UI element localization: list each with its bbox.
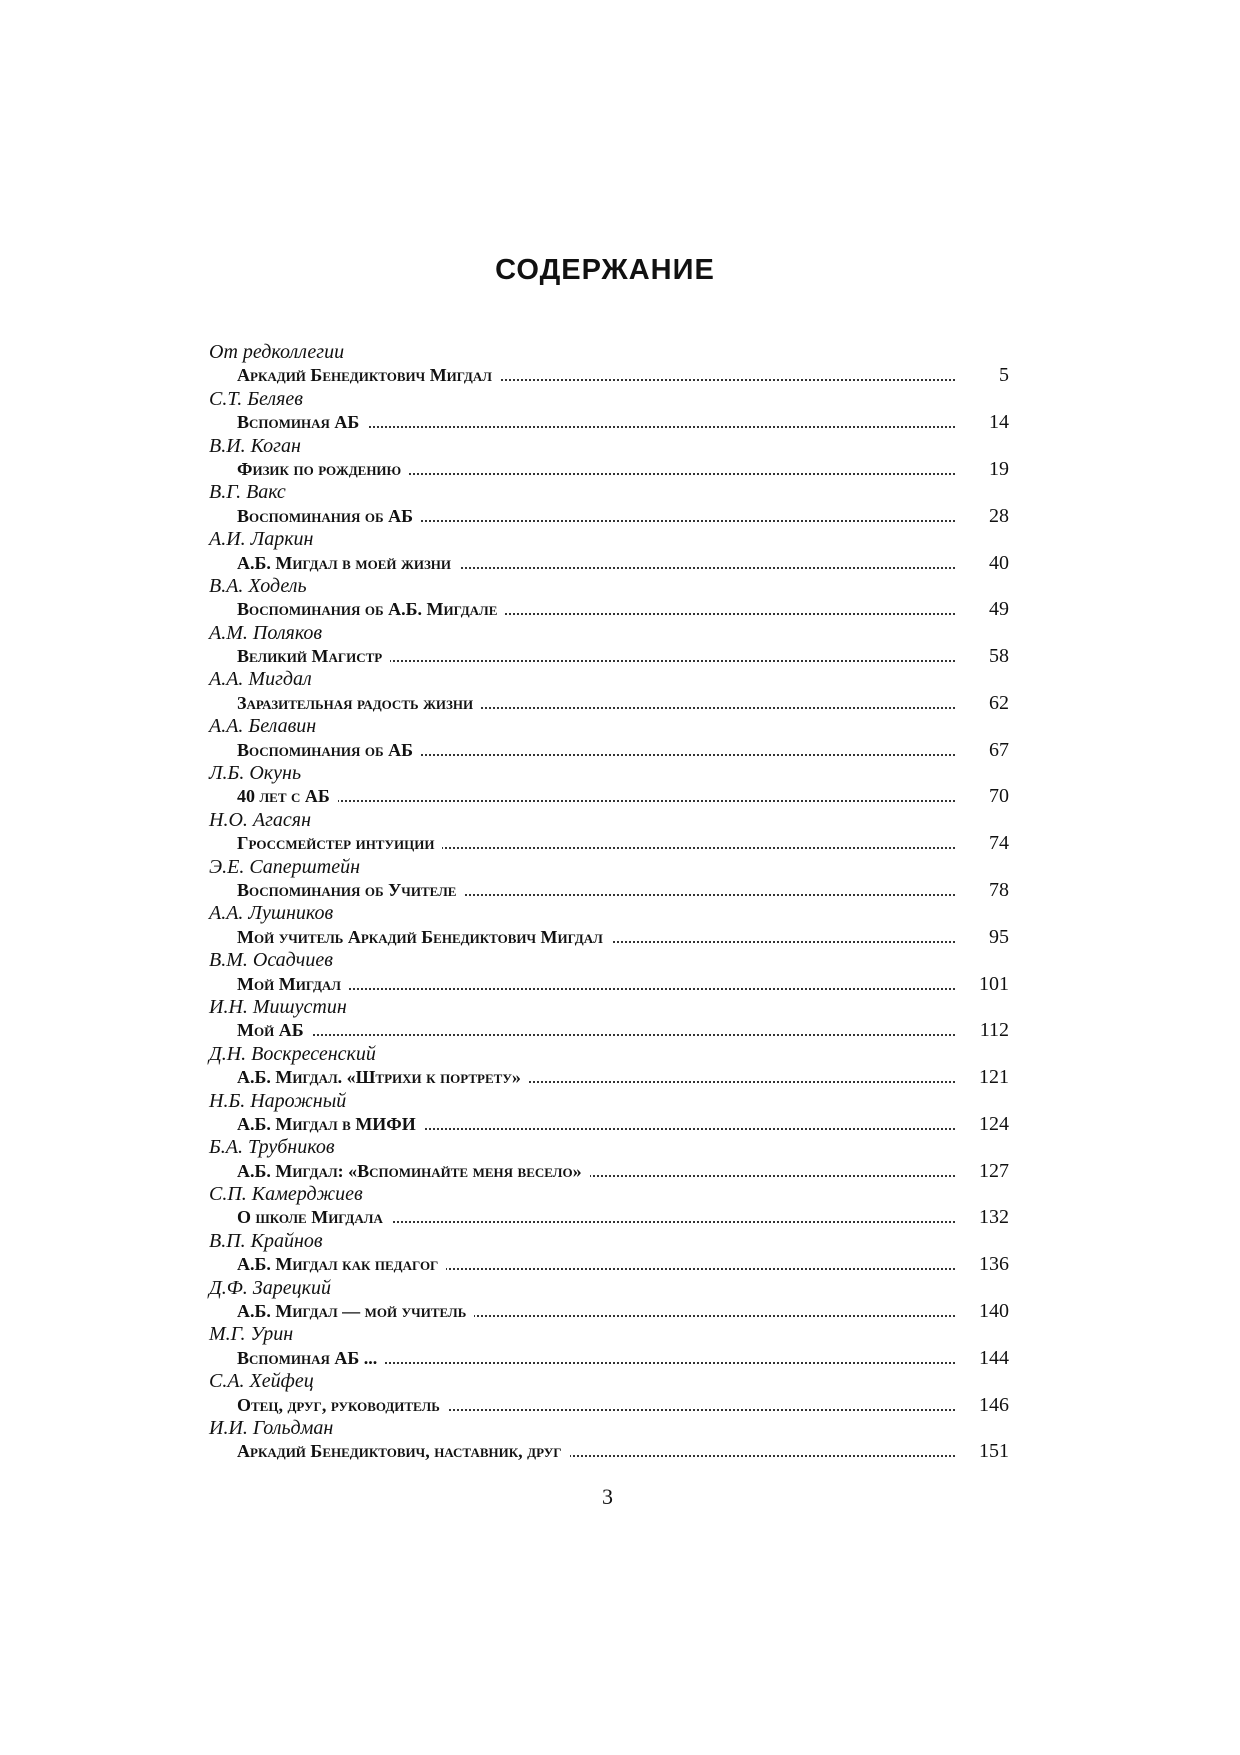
toc-line — [209, 1206, 1009, 1229]
toc-entry — [209, 762, 1009, 809]
toc-title: А.Б. Мигдал — мой учитель — [237, 1300, 474, 1323]
toc-line — [209, 832, 1009, 855]
toc-entry — [209, 1183, 1009, 1230]
toc-page-number: 140 — [979, 1300, 1009, 1323]
toc-page-number: 101 — [979, 972, 1009, 995]
toc-entry — [209, 528, 1009, 575]
toc-line — [209, 1019, 1009, 1042]
toc-entry — [209, 1323, 1009, 1370]
toc-page-number: 70 — [989, 785, 1009, 808]
toc-line — [209, 926, 1009, 949]
toc-author: М.Г. Урин — [209, 1323, 294, 1346]
toc-title: О школе Мигдала — [237, 1206, 391, 1229]
toc-line — [209, 411, 1009, 434]
toc-page-number: 136 — [979, 1253, 1009, 1276]
toc-line — [209, 1113, 1009, 1136]
table-of-contents — [209, 341, 1009, 1464]
toc-author: В.М. Осадчиев — [209, 949, 333, 972]
toc-author: Д.Ф. Зарецкий — [209, 1276, 331, 1299]
toc-line — [209, 692, 1009, 715]
toc-page-number: 40 — [989, 551, 1009, 574]
toc-author: В.Г. Вакс — [209, 481, 286, 504]
toc-line — [209, 364, 1009, 387]
toc-author: А.М. Поляков — [209, 621, 323, 644]
toc-entry — [209, 856, 1009, 903]
toc-title: Великий Магистр — [237, 645, 390, 668]
toc-entry — [209, 622, 1009, 669]
toc-title: Воспоминания об А.Б. Мигдале — [237, 598, 505, 621]
toc-title: Мой учитель Аркадий Бенедиктович Мигдал — [237, 926, 611, 949]
toc-entry — [209, 435, 1009, 482]
dot-leader — [269, 988, 955, 990]
toc-author: Л.Б. Окунь — [209, 762, 302, 785]
page-number: 3 — [602, 1484, 613, 1509]
toc-page-number: 124 — [979, 1112, 1009, 1135]
toc-entry — [209, 481, 1009, 528]
toc-title: А.Б. Мигдал в моей жизни — [237, 552, 459, 575]
toc-author: В.И. Коган — [209, 434, 301, 457]
toc-author: Д.Н. Воскресенский — [209, 1042, 376, 1065]
toc-page-number: 67 — [989, 738, 1009, 761]
toc-title: Вспоминая АБ ... — [237, 1347, 385, 1370]
toc-page-number: 14 — [989, 411, 1009, 434]
toc-title: Физик по рождению — [237, 458, 409, 481]
toc-entry — [209, 668, 1009, 715]
toc-entry — [209, 1136, 1009, 1183]
toc-author: А.А. Белавин — [209, 715, 317, 738]
toc-line — [209, 505, 1009, 528]
toc-line — [209, 879, 1009, 902]
toc-line — [209, 1394, 1009, 1417]
toc-line — [209, 1440, 1009, 1463]
toc-author: А.И. Ларкин — [209, 528, 314, 551]
toc-title: А.Б. Мигдал как педагог — [237, 1253, 446, 1276]
toc-page-number: 5 — [999, 364, 1009, 387]
toc-title: Вспоминая АБ — [237, 411, 367, 434]
toc-line — [209, 785, 1009, 808]
toc-title: Мой Мигдал — [237, 973, 349, 996]
toc-page-number: 74 — [989, 832, 1009, 855]
toc-title: Отец, друг, руководитель — [237, 1394, 448, 1417]
toc-line — [209, 645, 1009, 668]
toc-entry — [209, 1230, 1009, 1277]
toc-entry — [209, 996, 1009, 1043]
toc-author: И.Н. Мишустин — [209, 995, 347, 1018]
toc-page-number: 58 — [989, 645, 1009, 668]
toc-line — [209, 458, 1009, 481]
toc-page-number: 19 — [989, 457, 1009, 480]
toc-author: С.А. Хейфец — [209, 1370, 314, 1393]
toc-title: Воспоминания об Учителе — [237, 879, 464, 902]
toc-line — [209, 552, 1009, 575]
toc-page-number: 132 — [979, 1206, 1009, 1229]
toc-page-number: 151 — [979, 1440, 1009, 1463]
toc-page-number: 78 — [989, 878, 1009, 901]
toc-title: Мой АБ — [237, 1019, 312, 1042]
toc-entry — [209, 715, 1009, 762]
toc-author: А.А. Мигдал — [209, 668, 312, 691]
toc-line — [209, 598, 1009, 621]
toc-entry — [209, 949, 1009, 996]
toc-page-number: 127 — [979, 1159, 1009, 1182]
toc-author: В.П. Крайнов — [209, 1229, 323, 1252]
toc-title: Заразительная радость жизни — [237, 692, 481, 715]
toc-page-number: 28 — [989, 504, 1009, 527]
dot-leader — [269, 1034, 955, 1036]
page-title: СОДЕРЖАНИЕ — [495, 254, 715, 286]
toc-title: А.Б. Мигдал: «Вспоминайте меня весело» — [237, 1160, 590, 1183]
toc-line — [209, 1300, 1009, 1323]
toc-author: С.П. Камерджиев — [209, 1183, 363, 1206]
toc-page-number: 49 — [989, 598, 1009, 621]
toc-author: И.И. Гольдман — [209, 1416, 334, 1439]
toc-title: Воспоминания об АБ — [237, 739, 421, 762]
toc-page-number: 62 — [989, 691, 1009, 714]
toc-entry — [209, 1417, 1009, 1464]
toc-line — [209, 973, 1009, 996]
toc-entry — [209, 1370, 1009, 1417]
toc-author: А.А. Лушников — [209, 902, 334, 925]
toc-entry — [209, 341, 1009, 388]
toc-entry — [209, 1043, 1009, 1090]
toc-title: Воспоминания об АБ — [237, 505, 421, 528]
toc-page-number: 146 — [979, 1393, 1009, 1416]
toc-title: Гроссмейстер интуиции — [237, 832, 442, 855]
toc-page-number: 112 — [979, 1019, 1009, 1042]
toc-title: 40 лет с АБ — [237, 785, 338, 808]
toc-author: Н.Б. Нарожный — [209, 1089, 347, 1112]
toc-author: Н.О. Агасян — [209, 808, 312, 831]
toc-title: Аркадий Бенедиктович, наставник, друг — [237, 1440, 570, 1463]
toc-title: А.Б. Мигдал в МИФИ — [237, 1113, 424, 1136]
toc-title: А.Б. Мигдал. «Штрихи к портрету» — [237, 1066, 529, 1089]
toc-entry — [209, 575, 1009, 622]
toc-line — [209, 1253, 1009, 1276]
toc-entry — [209, 1277, 1009, 1324]
toc-line — [209, 1066, 1009, 1089]
toc-entry — [209, 1090, 1009, 1137]
toc-line — [209, 739, 1009, 762]
toc-page-number: 121 — [979, 1066, 1009, 1089]
toc-entry — [209, 902, 1009, 949]
toc-page-number: 144 — [979, 1346, 1009, 1369]
toc-line — [209, 1160, 1009, 1183]
toc-page-number: 95 — [989, 925, 1009, 948]
toc-line — [209, 1347, 1009, 1370]
toc-author: С.Т. Беляев — [209, 387, 303, 410]
toc-entry — [209, 388, 1009, 435]
dot-leader — [269, 426, 955, 428]
toc-author: В.А. Ходель — [209, 574, 307, 597]
dot-leader — [269, 800, 955, 802]
toc-entry — [209, 809, 1009, 856]
toc-author: Э.Е. Саперштейн — [209, 855, 361, 878]
toc-author: От редколлегии — [209, 341, 345, 363]
toc-author: Б.А. Трубников — [209, 1136, 335, 1159]
toc-title: Аркадий Бенедиктович Мигдал — [237, 364, 500, 387]
